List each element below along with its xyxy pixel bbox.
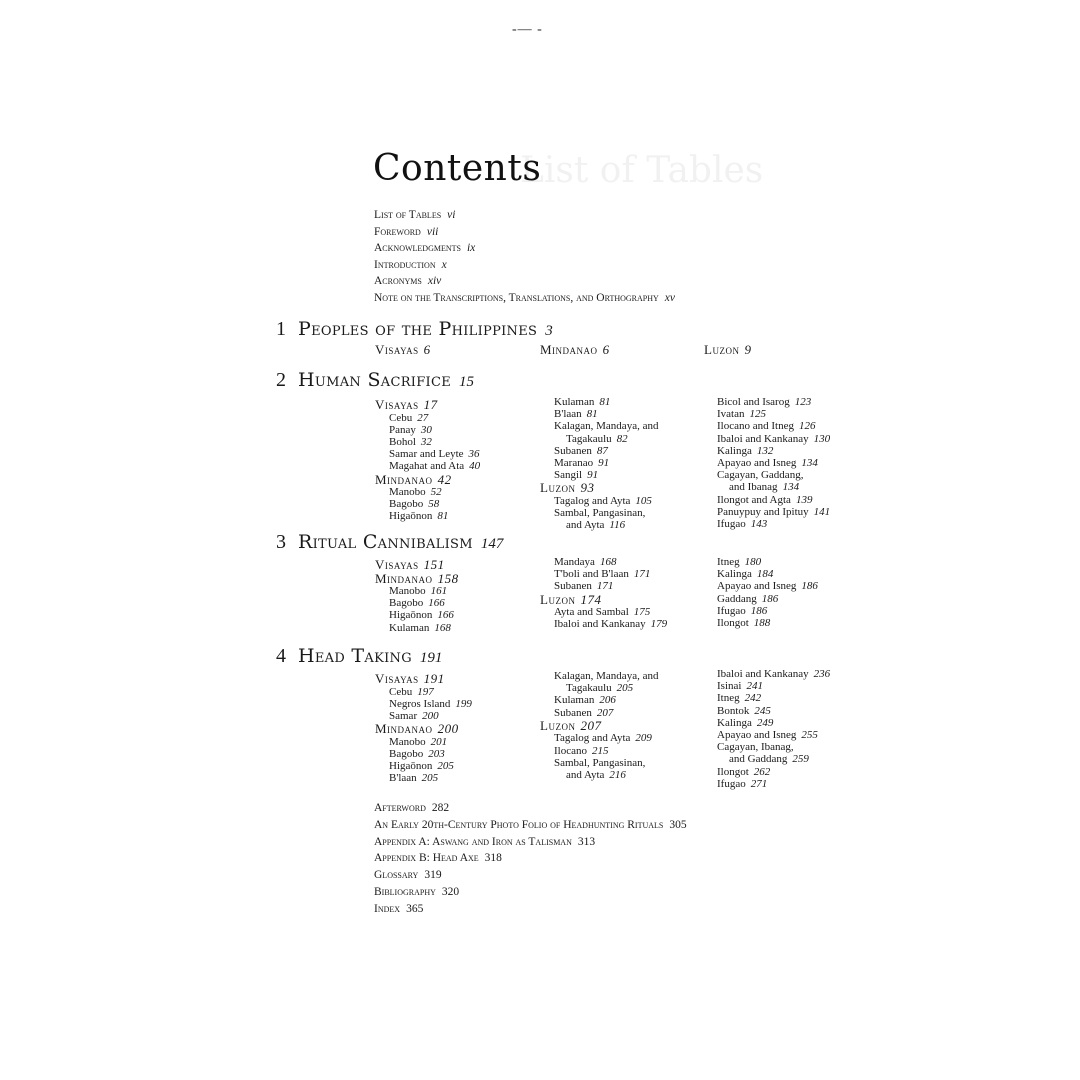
entry-label: Samar and Leyte bbox=[389, 448, 464, 461]
entry-label: Manobo bbox=[389, 735, 426, 748]
subgroup-entry[interactable] bbox=[703, 680, 830, 692]
entry-label: Higaōnon bbox=[389, 609, 433, 622]
entry-page: 81 bbox=[437, 510, 449, 523]
subgroup-entry[interactable] bbox=[375, 597, 459, 609]
entry-page: 52 bbox=[430, 486, 442, 499]
entry-page: 93 bbox=[580, 480, 595, 496]
entry-label: Maranao bbox=[554, 457, 594, 470]
part-heading-1[interactable]: 1 Peoples of the Philippines 3 bbox=[276, 318, 553, 340]
entry-label: Bagobo bbox=[389, 498, 424, 511]
subgroup-entry[interactable] bbox=[540, 507, 658, 519]
subgroup-entry[interactable] bbox=[540, 445, 658, 457]
entry-page: 58 bbox=[428, 498, 440, 511]
subgroup-entry[interactable] bbox=[703, 420, 830, 432]
entry-page: 171 bbox=[633, 568, 651, 581]
subgroup-entry[interactable] bbox=[540, 745, 658, 757]
entry-label: Sangil bbox=[554, 469, 583, 482]
front-matter-entry[interactable]: Foreword vii bbox=[374, 225, 439, 238]
entry-page: 6 bbox=[602, 342, 610, 357]
entry-label: Bagobo bbox=[389, 597, 424, 610]
part-heading-3[interactable]: 3 Ritual Cannibalism 147 bbox=[276, 531, 504, 553]
part-heading-4[interactable]: 4 Head Taking 191 bbox=[276, 645, 443, 667]
subgroup-entry[interactable] bbox=[703, 568, 818, 580]
entry-page: 259 bbox=[792, 753, 809, 766]
back-matter-entry[interactable]: Afterword 282 bbox=[374, 802, 450, 814]
entry-label: Panuypuy and Ipituy bbox=[717, 505, 809, 518]
part-1-col-1 bbox=[375, 343, 431, 357]
subgroup-entry[interactable] bbox=[540, 568, 667, 580]
entry-label: Apayao and Isneg bbox=[717, 729, 797, 742]
subgroup-entry[interactable] bbox=[375, 698, 472, 710]
entry-label: and Ibanag bbox=[729, 481, 778, 494]
entry-page: 199 bbox=[455, 697, 472, 710]
subgroup-entry[interactable] bbox=[540, 682, 658, 694]
subgroup-entry[interactable] bbox=[703, 766, 830, 778]
entry-label: Kalinga bbox=[717, 444, 752, 457]
entry-page: 87 bbox=[596, 444, 608, 457]
entry-page: 134 bbox=[801, 457, 818, 470]
entry-label: Bohol bbox=[389, 435, 416, 448]
entry-label: Ilocano and Itneg bbox=[717, 420, 794, 433]
entry-label: Ifugao bbox=[717, 604, 746, 617]
subgroup-entry[interactable] bbox=[703, 705, 830, 717]
part-2-col-2 bbox=[540, 396, 658, 532]
entry-label: Tagakaulu bbox=[566, 432, 612, 445]
entry-page: 151 bbox=[423, 557, 445, 572]
entry-page: 186 bbox=[761, 592, 779, 605]
subgroup-entry[interactable] bbox=[540, 519, 658, 531]
subgroup-entry[interactable] bbox=[375, 424, 480, 436]
entry-label: Ibaloi and Kankanay bbox=[717, 432, 809, 445]
entry-page: 32 bbox=[420, 435, 432, 448]
subgroup-entry[interactable] bbox=[540, 433, 658, 445]
region-entry[interactable] bbox=[375, 473, 480, 487]
entry-label: Ilocano bbox=[554, 744, 587, 757]
entry-label: Luzon bbox=[540, 717, 576, 733]
region-entry[interactable] bbox=[540, 481, 658, 495]
entry-label: Kalagan, Mandaya, and bbox=[554, 670, 659, 682]
entry-page: 249 bbox=[756, 716, 774, 729]
entry-page: 205 bbox=[421, 772, 439, 785]
part-3-col-1 bbox=[375, 558, 459, 634]
entry-label: Ifugao bbox=[717, 518, 746, 531]
subgroup-entry[interactable] bbox=[703, 778, 830, 790]
entry-page: 141 bbox=[813, 505, 831, 518]
entry-page: 116 bbox=[609, 519, 626, 532]
part-4-col-3 bbox=[703, 668, 830, 790]
entry-label: Tagakaulu bbox=[566, 682, 612, 695]
entry-label: and Ayta bbox=[566, 768, 605, 781]
entry-label: Ayta and Sambal bbox=[554, 606, 629, 619]
back-matter-entry[interactable]: Bibliography 320 bbox=[374, 885, 460, 898]
entry-page: 125 bbox=[749, 408, 766, 421]
entry-page: 168 bbox=[599, 556, 617, 568]
back-matter-entry[interactable]: An Early 20th-Century Photo Folio of Headhunting Rituals 305 bbox=[374, 818, 687, 831]
entry-page: 130 bbox=[813, 432, 831, 445]
entry-label: Tagalog and Ayta bbox=[554, 732, 631, 745]
subgroup-entry[interactable] bbox=[703, 396, 830, 408]
back-matter-entry[interactable]: Glossary 319 bbox=[374, 869, 442, 882]
entry-label: Luzon bbox=[704, 342, 740, 357]
entry-label: T'boli and B'laan bbox=[554, 568, 629, 581]
entry-label: Ivatan bbox=[717, 408, 745, 421]
region-entry[interactable] bbox=[375, 572, 459, 586]
subgroup-entry[interactable] bbox=[703, 469, 830, 481]
subgroup-entry[interactable] bbox=[540, 556, 667, 568]
entry-page: 36 bbox=[468, 448, 480, 461]
entry-page: 161 bbox=[430, 585, 448, 597]
entry-page: 139 bbox=[795, 493, 813, 506]
subgroup-entry[interactable] bbox=[540, 694, 658, 706]
entry-page: 255 bbox=[801, 729, 818, 742]
entry-label: Kulaman bbox=[554, 396, 595, 408]
entry-page: 186 bbox=[750, 604, 768, 617]
subgroup-entry[interactable] bbox=[540, 618, 667, 630]
region-entry[interactable] bbox=[540, 719, 658, 733]
entry-page: 132 bbox=[756, 444, 774, 457]
subgroup-entry[interactable] bbox=[703, 457, 830, 469]
entry-label: Higaōnon bbox=[389, 760, 433, 773]
front-matter-entry[interactable]: Note on the Transcriptions, Translations, and Orthography xv bbox=[374, 291, 675, 304]
front-matter-entry[interactable]: Acronyms xiv bbox=[374, 275, 442, 288]
entry-label: Apayao and Isneg bbox=[717, 457, 797, 470]
entry-label: Sambal, Pangasinan, bbox=[554, 756, 646, 769]
entry-label: Panay bbox=[389, 423, 416, 436]
entry-label: Kulaman bbox=[554, 694, 595, 707]
entry-page: 186 bbox=[801, 580, 818, 593]
entry-label: Subanen bbox=[554, 580, 592, 593]
entry-page: 91 bbox=[598, 457, 610, 470]
entry-page: 191 bbox=[423, 671, 445, 686]
entry-label: Kulaman bbox=[389, 621, 430, 634]
part-2-col-3 bbox=[703, 396, 830, 530]
entry-page: 203 bbox=[428, 747, 445, 760]
subgroup-entry[interactable] bbox=[703, 556, 818, 568]
entry-label: Luzon bbox=[540, 591, 576, 607]
subgroup-entry[interactable] bbox=[703, 729, 830, 741]
entry-label: Visayas bbox=[375, 397, 419, 412]
entry-page: 166 bbox=[437, 609, 454, 622]
entry-label: Itneg bbox=[717, 556, 740, 568]
entry-page: 179 bbox=[650, 618, 668, 631]
entry-label: Subanen bbox=[554, 706, 592, 719]
entry-label: Subanen bbox=[554, 444, 592, 457]
subgroup-entry[interactable] bbox=[540, 732, 658, 744]
entry-page: 168 bbox=[434, 621, 451, 634]
front-matter-list bbox=[374, 207, 675, 307]
subgroup-entry[interactable] bbox=[703, 605, 818, 617]
entry-page: 40 bbox=[469, 460, 481, 473]
front-matter-entry[interactable]: Introduction x bbox=[374, 258, 447, 271]
entry-page: 271 bbox=[750, 777, 768, 790]
entry-label: Manobo bbox=[389, 486, 426, 499]
entry-page: 123 bbox=[794, 396, 812, 408]
entry-page: 205 bbox=[437, 760, 454, 773]
subgroup-entry[interactable] bbox=[703, 717, 830, 729]
entry-label: Ifugao bbox=[717, 777, 746, 790]
entry-label: Ibaloi and Kankanay bbox=[717, 668, 809, 680]
subgroup-entry[interactable] bbox=[375, 412, 480, 424]
subgroup-entry[interactable] bbox=[703, 518, 830, 530]
entry-label: and Gaddang bbox=[729, 753, 788, 766]
front-matter-entry[interactable]: List of Tables vi bbox=[374, 209, 456, 221]
entry-page: 241 bbox=[746, 680, 763, 693]
back-matter-list bbox=[374, 800, 687, 918]
entry-page: 30 bbox=[420, 423, 432, 436]
entry-page: 200 bbox=[437, 721, 459, 737]
entry-label: Bagobo bbox=[389, 747, 424, 760]
subgroup-entry[interactable] bbox=[703, 753, 830, 765]
region-entry[interactable] bbox=[375, 558, 459, 572]
subgroup-entry[interactable] bbox=[703, 494, 830, 506]
entry-page: 81 bbox=[599, 396, 611, 408]
entry-page: 105 bbox=[635, 494, 652, 507]
subgroup-entry[interactable] bbox=[540, 670, 658, 682]
entry-page: 91 bbox=[587, 469, 599, 482]
entry-page: 245 bbox=[754, 704, 771, 717]
entry-page: 201 bbox=[430, 735, 448, 748]
subgroup-entry[interactable] bbox=[375, 736, 472, 748]
entry-label: Mindanao bbox=[375, 471, 433, 487]
entry-page: 188 bbox=[753, 617, 771, 630]
entry-label: Mandaya bbox=[554, 556, 595, 568]
region-entry[interactable] bbox=[540, 593, 667, 607]
part-1-col-3 bbox=[704, 343, 751, 357]
entry-label: Mindanao bbox=[375, 570, 433, 586]
entry-label: and Ayta bbox=[566, 519, 605, 532]
entry-label: Cagayan, Ibanag, bbox=[717, 741, 794, 754]
entry-label: Cagayan, Gaddang, bbox=[717, 469, 804, 482]
entry-page: 206 bbox=[599, 694, 616, 707]
entry-label: B'laan bbox=[554, 408, 582, 421]
entry-page: 175 bbox=[633, 606, 651, 619]
subgroup-entry[interactable] bbox=[540, 420, 658, 432]
subgroup-entry[interactable] bbox=[703, 617, 818, 629]
entry-label: Higaōnon bbox=[389, 510, 433, 523]
subgroup-entry[interactable] bbox=[375, 772, 472, 784]
entry-label: Ilongot and Agta bbox=[717, 493, 791, 506]
entry-page: 143 bbox=[750, 518, 768, 531]
entry-label: Mindanao bbox=[375, 721, 433, 737]
subgroup-entry[interactable] bbox=[375, 498, 480, 510]
entry-label: Cebu bbox=[389, 685, 413, 698]
entry-label: Kalagan, Mandaya, and bbox=[554, 420, 659, 433]
subgroup-entry[interactable] bbox=[540, 396, 658, 408]
region-entry[interactable] bbox=[704, 343, 751, 357]
entry-label: Visayas bbox=[375, 557, 419, 572]
region-entry[interactable] bbox=[375, 343, 431, 357]
entry-label: Isinai bbox=[717, 680, 742, 693]
subgroup-entry[interactable] bbox=[540, 606, 667, 618]
subgroup-entry[interactable] bbox=[703, 408, 830, 420]
subgroup-entry[interactable] bbox=[540, 757, 658, 769]
part-3-col-3 bbox=[703, 556, 818, 629]
entry-page: 262 bbox=[753, 765, 771, 778]
entry-label: Negros Island bbox=[389, 697, 451, 710]
subgroup-entry[interactable] bbox=[703, 741, 830, 753]
top-mark: -— - bbox=[512, 22, 543, 37]
entry-label: Visayas bbox=[375, 342, 419, 357]
part-4-col-2 bbox=[540, 670, 658, 781]
front-matter-entry[interactable]: Acknowledgments ix bbox=[374, 242, 476, 255]
entry-page: 82 bbox=[616, 432, 628, 445]
subgroup-entry[interactable] bbox=[703, 433, 830, 445]
entry-label: Kalinga bbox=[717, 568, 752, 581]
subgroup-entry[interactable] bbox=[703, 481, 830, 493]
entry-label: Ibaloi and Kankanay bbox=[554, 618, 646, 631]
subgroup-entry[interactable] bbox=[375, 748, 472, 760]
subgroup-entry[interactable] bbox=[375, 686, 472, 698]
entry-label: Manobo bbox=[389, 585, 426, 597]
subgroup-entry[interactable] bbox=[375, 448, 480, 460]
subgroup-entry[interactable] bbox=[375, 510, 480, 522]
region-entry[interactable] bbox=[375, 722, 472, 736]
part-2-col-1 bbox=[375, 398, 480, 523]
bleed-through-title: List of Tables bbox=[520, 150, 764, 191]
entry-label: Ilongot bbox=[717, 765, 749, 778]
entry-page: 205 bbox=[616, 682, 634, 695]
subgroup-entry[interactable] bbox=[375, 486, 480, 498]
entry-page: 242 bbox=[744, 692, 762, 705]
region-entry[interactable] bbox=[375, 398, 480, 412]
entry-page: 209 bbox=[635, 732, 652, 745]
subgroup-entry[interactable] bbox=[703, 593, 818, 605]
entry-label: Mindanao bbox=[540, 342, 598, 357]
entry-page: 215 bbox=[591, 744, 609, 757]
entry-page: 207 bbox=[580, 717, 602, 733]
back-matter-entry[interactable]: Appendix B: Head Axe 318 bbox=[374, 852, 502, 865]
entry-label: Magahat and Ata bbox=[389, 460, 465, 473]
entry-page: 81 bbox=[586, 408, 598, 421]
subgroup-entry[interactable] bbox=[703, 580, 818, 592]
entry-page: 42 bbox=[437, 471, 452, 487]
entry-label: Visayas bbox=[375, 671, 419, 686]
subgroup-entry[interactable] bbox=[375, 585, 459, 597]
entry-label: Cebu bbox=[389, 411, 413, 424]
entry-page: 158 bbox=[437, 570, 459, 586]
entry-label: Luzon bbox=[540, 480, 576, 496]
region-entry[interactable] bbox=[540, 343, 610, 357]
entry-page: 17 bbox=[423, 397, 438, 412]
subgroup-entry[interactable] bbox=[540, 408, 658, 420]
entry-label: Gaddang bbox=[717, 592, 757, 605]
subgroup-entry[interactable] bbox=[375, 760, 472, 772]
entry-page: 27 bbox=[417, 411, 429, 424]
entry-page: 184 bbox=[756, 568, 774, 581]
entry-label: Kalinga bbox=[717, 716, 752, 729]
entry-page: 236 bbox=[813, 668, 831, 680]
subgroup-entry[interactable] bbox=[540, 457, 658, 469]
subgroup-entry[interactable] bbox=[540, 769, 658, 781]
entry-label: Sambal, Pangasinan, bbox=[554, 507, 646, 520]
entry-label: Itneg bbox=[717, 692, 740, 705]
part-heading-2[interactable]: 2 Human Sacrifice 15 bbox=[276, 369, 475, 391]
subgroup-entry[interactable] bbox=[703, 506, 830, 518]
back-matter-entry[interactable]: Index 365 bbox=[374, 902, 424, 915]
entry-label: B'laan bbox=[389, 772, 417, 785]
part-1-col-2 bbox=[540, 343, 610, 357]
entry-page: 197 bbox=[417, 685, 434, 698]
part-4-col-1 bbox=[375, 672, 472, 784]
back-matter-entry[interactable]: Appendix A: Aswang and Iron as Talisman 313 bbox=[374, 835, 596, 848]
entry-label: Tagalog and Ayta bbox=[554, 494, 631, 507]
entry-page: 6 bbox=[423, 342, 431, 357]
entry-page: 9 bbox=[744, 342, 752, 357]
entry-label: Ilongot bbox=[717, 617, 749, 630]
entry-label: Bontok bbox=[717, 704, 750, 717]
entry-label: Samar bbox=[389, 709, 418, 722]
subgroup-entry[interactable] bbox=[375, 622, 459, 634]
subgroup-entry[interactable] bbox=[375, 609, 459, 621]
subgroup-entry[interactable] bbox=[540, 495, 658, 507]
entry-label: Bicol and Isarog bbox=[717, 396, 790, 408]
entry-page: 174 bbox=[580, 591, 602, 607]
entry-page: 171 bbox=[596, 580, 614, 593]
subgroup-entry[interactable] bbox=[703, 445, 830, 457]
entry-page: 134 bbox=[782, 481, 800, 494]
page-title: Contents bbox=[373, 148, 542, 189]
region-entry[interactable] bbox=[375, 672, 472, 686]
entry-page: 200 bbox=[422, 709, 439, 722]
entry-page: 126 bbox=[798, 420, 816, 433]
part-3-col-2 bbox=[540, 556, 667, 631]
subgroup-entry[interactable] bbox=[703, 668, 830, 680]
entry-page: 166 bbox=[428, 597, 445, 610]
entry-page: 216 bbox=[609, 768, 626, 781]
subgroup-entry[interactable] bbox=[703, 692, 830, 704]
subgroup-entry[interactable] bbox=[375, 436, 480, 448]
entry-label: Apayao and Isneg bbox=[717, 580, 797, 593]
entry-page: 180 bbox=[744, 556, 762, 568]
entry-page: 207 bbox=[596, 706, 614, 719]
